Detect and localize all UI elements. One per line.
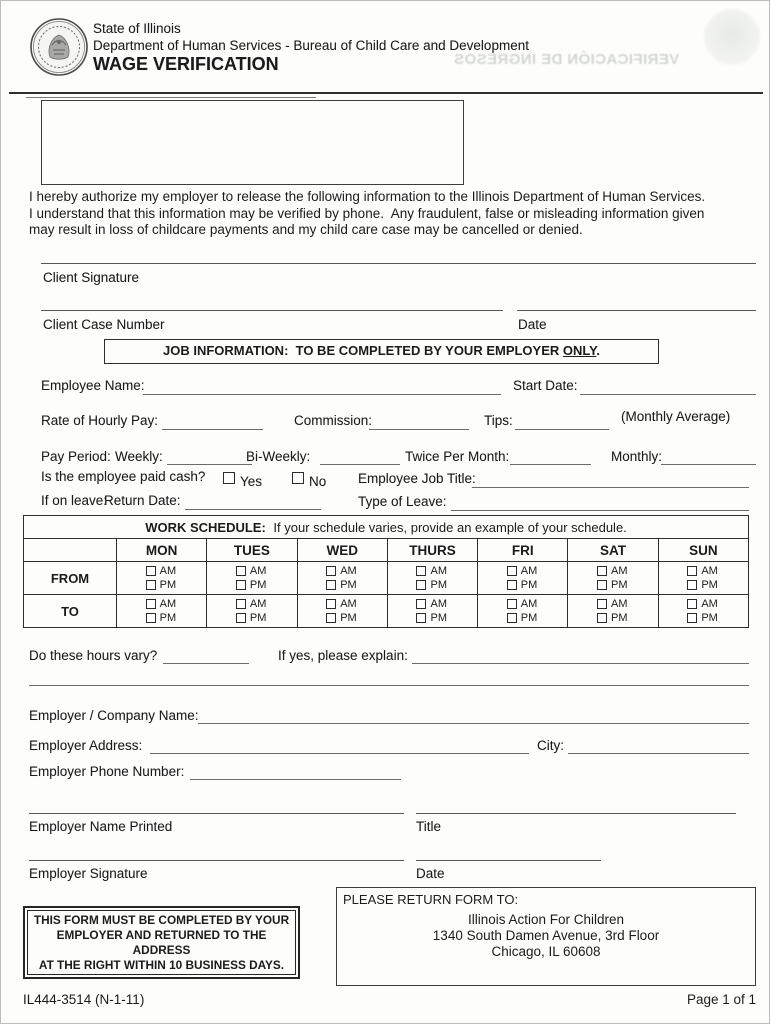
- commission-label: Commission:: [294, 413, 373, 428]
- notice-line: THIS FORM MUST BE COMPLETED BY YOUR: [33, 912, 290, 927]
- work-schedule-title: WORK SCHEDULE: If your schedule varies, provide an example of your schedule.: [24, 516, 749, 539]
- schedule-corner-cell: [24, 539, 117, 562]
- notice-line: EMPLOYER AND RETURNED TO THE ADDRESS: [56, 927, 267, 957]
- schedule-day-header-row: [24, 539, 749, 562]
- authorization-line: may result in loss of childcare payments and my child care case may be cancelled or denied.: [29, 222, 583, 237]
- explain-field[interactable]: [412, 663, 749, 664]
- day-header-mon: MON: [117, 539, 207, 562]
- tips-label: Tips:: [484, 413, 513, 428]
- pm-checkbox[interactable]: [507, 613, 517, 623]
- am-checkbox[interactable]: [146, 599, 156, 609]
- hours-vary-question: Do these hours vary?: [29, 648, 158, 663]
- form-title: WAGE VERIFICATION: [93, 54, 279, 74]
- schedule-cell-to-thurs: AM PM: [387, 595, 477, 628]
- am-checkbox[interactable]: [507, 599, 517, 609]
- yes-label: Yes: [240, 474, 263, 489]
- client-signature-field[interactable]: [41, 263, 756, 264]
- client-info-box[interactable]: [41, 100, 464, 185]
- am-checkbox[interactable]: [326, 566, 336, 576]
- schedule-cell-to-fri: AM PM: [478, 595, 568, 628]
- pm-checkbox[interactable]: [416, 613, 426, 623]
- job-information-header: JOB INFORMATION: TO BE COMPLETED BY YOUR EMPLOYER ONLY.: [162, 343, 600, 358]
- job-information-header-box: [104, 339, 659, 364]
- employer-notice-text: [27, 910, 296, 975]
- if-on-leave-label: If on leave:: [41, 493, 108, 508]
- scan-artifact-line: [26, 97, 316, 98]
- hourly-pay-field[interactable]: [162, 429, 263, 430]
- pm-checkbox[interactable]: [687, 580, 697, 590]
- pm-checkbox[interactable]: [597, 613, 607, 623]
- paid-cash-no-checkbox[interactable]: [292, 472, 304, 484]
- schedule-cell-from-thurs: AM PM: [387, 562, 477, 595]
- form-number: IL444-3514 (N-1-11): [23, 992, 145, 1007]
- pm-checkbox[interactable]: [597, 580, 607, 590]
- start-date-field[interactable]: [580, 394, 756, 395]
- return-date-field[interactable]: [185, 509, 321, 510]
- to-row-label: TO: [24, 595, 117, 628]
- illinois-state-seal-icon: [29, 17, 89, 77]
- schedule-cell-from-sun: AM PM: [658, 562, 748, 595]
- authorization-statement: [29, 189, 745, 239]
- pm-checkbox[interactable]: [507, 580, 517, 590]
- work-schedule-table: [23, 515, 749, 628]
- am-checkbox[interactable]: [146, 566, 156, 576]
- monthly-label: Monthly:: [611, 449, 663, 464]
- pm-checkbox[interactable]: [326, 613, 336, 623]
- return-date-label: Return Date:: [104, 493, 181, 508]
- monthly-average-note: (Monthly Average): [621, 409, 731, 424]
- employer-signature-field[interactable]: [29, 860, 404, 861]
- hours-vary-field[interactable]: [163, 663, 249, 664]
- return-address-line: 1340 South Damen Avenue, 3rd Floor: [432, 928, 660, 943]
- bleed-through-title: VERIFICACIÓN DE INGRESOS: [453, 51, 680, 68]
- client-signature-label: Client Signature: [43, 270, 140, 285]
- employer-phone-field[interactable]: [190, 779, 401, 780]
- day-header-wed: WED: [297, 539, 387, 562]
- job-title-field[interactable]: [472, 487, 749, 488]
- paid-cash-label: Is the employee paid cash?: [41, 469, 206, 484]
- employer-notice-box: [23, 906, 300, 979]
- schedule-cell-from-wed: AM PM: [297, 562, 387, 595]
- employer-address-field[interactable]: [150, 753, 529, 754]
- employer-company-field[interactable]: [198, 723, 749, 724]
- city-field[interactable]: [568, 753, 749, 754]
- employer-date-label: Date: [416, 866, 445, 881]
- biweekly-label: Bi-Weekly:: [246, 449, 311, 464]
- explain-continuation-field[interactable]: [29, 685, 749, 686]
- schedule-to-row: [24, 595, 749, 628]
- am-checkbox[interactable]: [597, 599, 607, 609]
- am-checkbox[interactable]: [236, 599, 246, 609]
- client-case-number-field[interactable]: [41, 310, 503, 311]
- schedule-cell-to-sat: AM PM: [568, 595, 658, 628]
- weekly-label: Weekly:: [115, 449, 163, 464]
- schedule-cell-from-sat: AM PM: [568, 562, 658, 595]
- day-header-thurs: THURS: [387, 539, 477, 562]
- client-case-number-label: Client Case Number: [43, 317, 165, 332]
- hourly-pay-label: Rate of Hourly Pay:: [41, 413, 159, 428]
- twice-per-month-field[interactable]: [510, 464, 591, 465]
- agency-name: State of Illinois: [93, 21, 181, 36]
- am-checkbox[interactable]: [687, 599, 697, 609]
- date-field[interactable]: [416, 860, 601, 861]
- pm-checkbox[interactable]: [146, 613, 156, 623]
- employer-phone-label: Employer Phone Number:: [29, 764, 185, 779]
- from-row-label: FROM: [24, 562, 117, 595]
- return-address-line: Illinois Action For Children: [467, 912, 625, 927]
- city-label: City:: [537, 738, 564, 753]
- am-checkbox[interactable]: [416, 599, 426, 609]
- schedule-cell-to-mon: AM PM: [117, 595, 207, 628]
- day-header-sat: SAT: [568, 539, 658, 562]
- day-header-fri: FRI: [478, 539, 568, 562]
- biweekly-field[interactable]: [320, 464, 400, 465]
- notice-line: AT THE RIGHT WITHIN 10 BUSINESS DAYS.: [38, 957, 285, 972]
- job-title-label: Employee Job Title:: [358, 471, 476, 486]
- employee-name-label: Employee Name:: [41, 378, 145, 393]
- employer-name-printed-label: Employer Name Printed: [29, 819, 173, 834]
- authorization-line: I hereby authorize my employer to release the following information to the Illinois Department of Human Services.: [29, 189, 706, 204]
- return-to-header: PLEASE RETURN FORM TO:: [343, 892, 519, 907]
- paid-cash-yes-checkbox[interactable]: [223, 472, 235, 484]
- pm-checkbox[interactable]: [146, 580, 156, 590]
- schedule-cell-to-wed: AM PM: [297, 595, 387, 628]
- schedule-cell-from-fri: AM PM: [478, 562, 568, 595]
- am-checkbox[interactable]: [507, 566, 517, 576]
- type-of-leave-label: Type of Leave:: [358, 494, 447, 509]
- pm-checkbox[interactable]: [687, 613, 697, 623]
- pm-checkbox[interactable]: [236, 580, 246, 590]
- monthly-field[interactable]: [661, 464, 756, 465]
- employer-company-label: Employer / Company Name:: [29, 708, 199, 723]
- header-rule: [9, 92, 763, 94]
- authorization-line: I understand that this information may be verified by phone. Any fraudulent, false or misleading information given: [29, 205, 705, 221]
- employer-name-printed-field[interactable]: [29, 813, 404, 814]
- start-date-label: Start Date:: [513, 378, 578, 393]
- employee-name-field[interactable]: [143, 394, 501, 395]
- day-header-sun: SUN: [658, 539, 748, 562]
- schedule-cell-to-tues: AM PM: [207, 595, 297, 628]
- weekly-field[interactable]: [167, 464, 252, 465]
- am-checkbox[interactable]: [416, 566, 426, 576]
- day-header-tues: TUES: [207, 539, 297, 562]
- title-field[interactable]: [416, 813, 736, 814]
- am-checkbox[interactable]: [687, 566, 697, 576]
- client-date-field[interactable]: [517, 310, 756, 311]
- employer-address-label: Employer Address:: [29, 738, 143, 753]
- title-label: Title: [416, 819, 442, 834]
- return-to-address: [337, 912, 755, 960]
- department-name: Department of Human Services - Bureau of Child Care and Development: [93, 38, 529, 53]
- schedule-cell-from-tues: AM PM: [207, 562, 297, 595]
- am-checkbox[interactable]: [236, 566, 246, 576]
- return-to-box: [336, 887, 756, 986]
- pm-checkbox[interactable]: [236, 613, 246, 623]
- commission-field[interactable]: [369, 429, 469, 430]
- explain-label: If yes, please explain:: [278, 648, 408, 663]
- employer-signature-label: Employer Signature: [29, 866, 148, 881]
- schedule-from-row: [24, 562, 749, 595]
- return-address-line: Chicago, IL 60608: [491, 944, 601, 959]
- no-label: No: [309, 474, 327, 489]
- pay-period-label: Pay Period:: [41, 449, 111, 464]
- pm-checkbox[interactable]: [416, 580, 426, 590]
- am-checkbox[interactable]: [326, 599, 336, 609]
- type-of-leave-field[interactable]: [451, 510, 749, 511]
- schedule-cell-to-sun: AM PM: [658, 595, 748, 628]
- schedule-cell-from-mon: AM PM: [117, 562, 207, 595]
- page-number: Page 1 of 1: [686, 992, 756, 1007]
- client-date-label: Date: [518, 317, 547, 332]
- pm-checkbox[interactable]: [326, 580, 336, 590]
- tips-field[interactable]: [515, 429, 609, 430]
- twice-per-month-label: Twice Per Month:: [405, 449, 510, 464]
- am-checkbox[interactable]: [597, 566, 607, 576]
